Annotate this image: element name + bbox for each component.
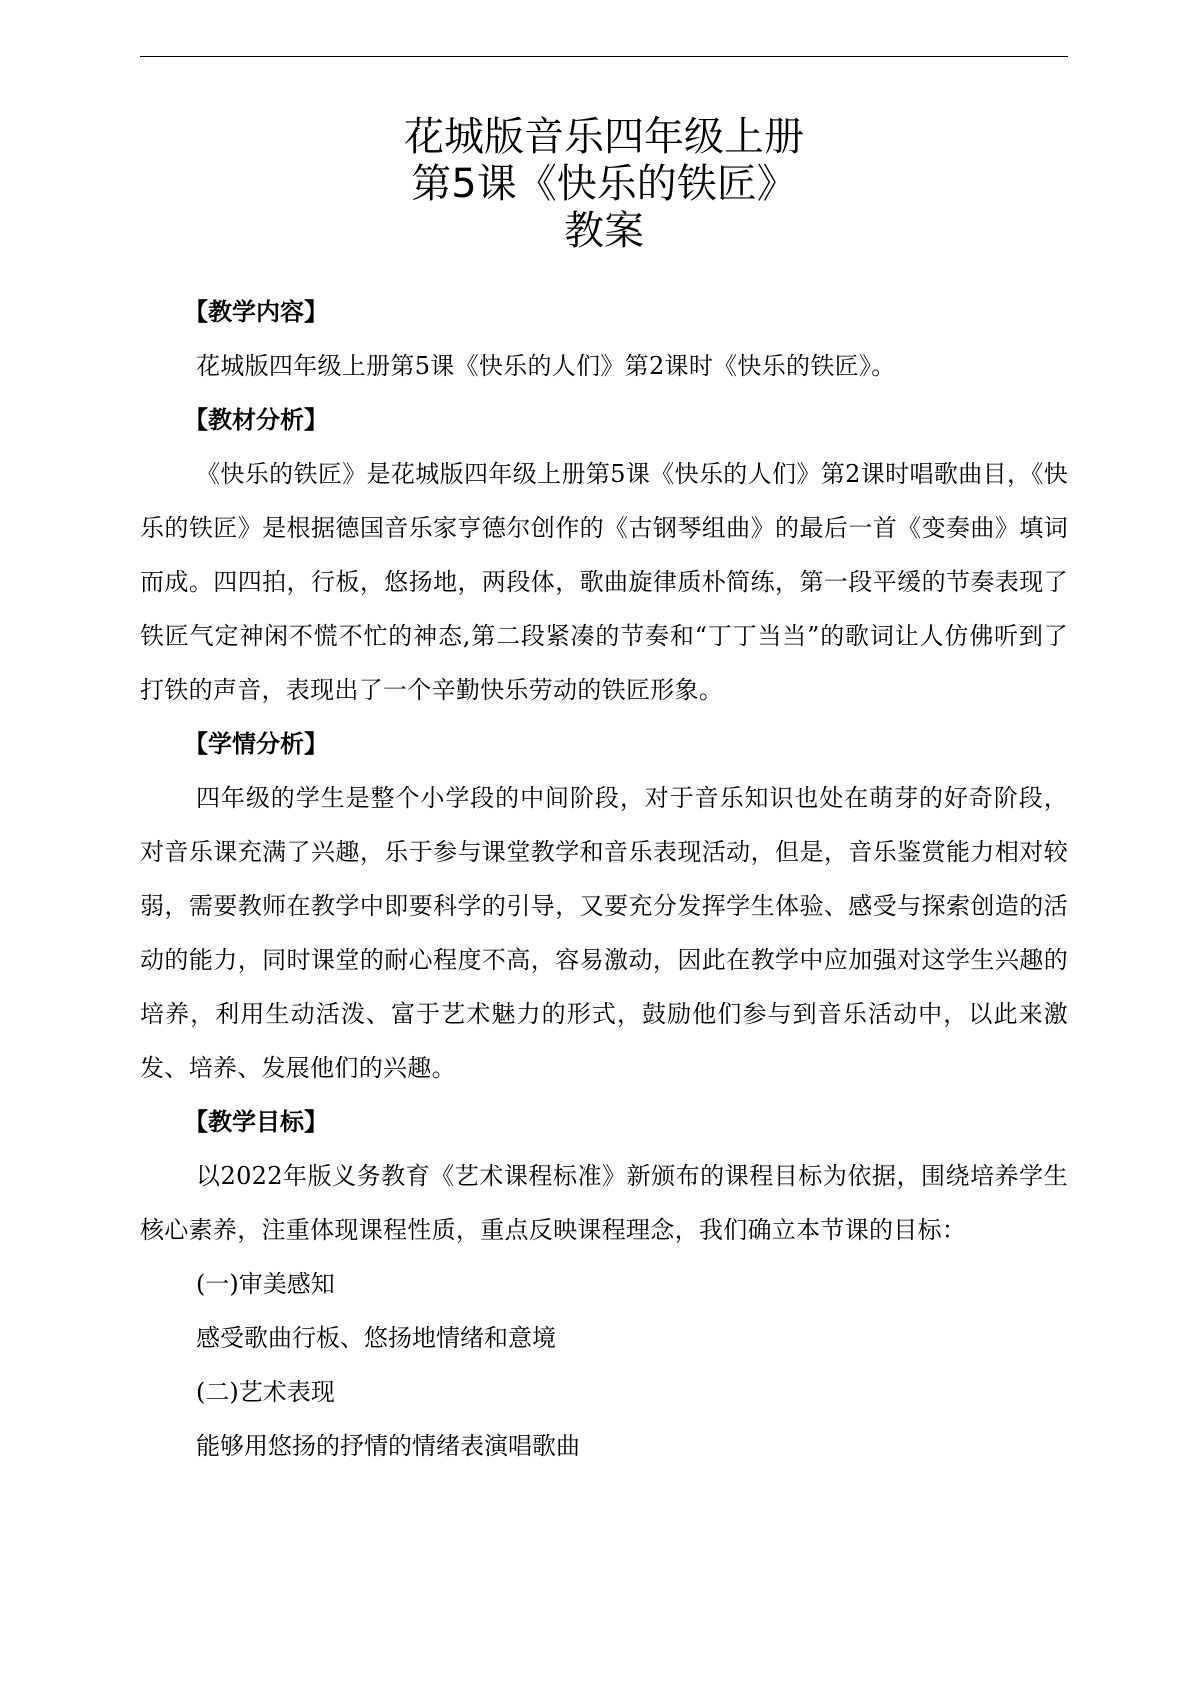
- title-line-1: 花城版音乐四年级上册: [404, 114, 804, 160]
- paragraph-student-analysis: 四年级的学生是整个小学段的中间阶段，对于音乐知识也处在萌芽的好奇阶段，对音乐课充满了兴趣，乐于参与课堂教学和音乐表现活动，但是，音乐鉴赏能力相对较弱，需要教师在教学中即要科学的引导，又要充分发挥学生体验、感受与探索创造的活动的能力，同时课堂的耐心程度不高，容易激动，因此在教学中应加强对这学生兴趣的培养，利用生动活泼、富于艺术魅力的形式，鼓励他们参与到音乐活动中，以此来激发、培养、发展他们的兴趣。: [140, 784, 1068, 1082]
- section-heading-teaching-goals: 【教学目标】: [184, 1108, 328, 1136]
- title-line-3: 教案: [564, 208, 644, 254]
- document-title: [140, 114, 1068, 255]
- document-body: [140, 285, 1068, 1473]
- paragraph-teaching-goals: 以2022年版义务教育《艺术课程标准》新颁布的课程目标为依据，围绕培养学生核心素养，注重体现课程性质，重点反映课程理念，我们确立本节课的目标：: [140, 1162, 1068, 1244]
- goal-item-aesthetic-perception-detail: 感受歌曲行板、悠扬地情绪和意境: [196, 1324, 556, 1352]
- paragraph-teaching-content: 花城版四年级上册第5课《快乐的人们》第2课时《快乐的铁匠》。: [196, 352, 896, 380]
- goal-item-artistic-expression: (二)艺术表现: [196, 1378, 335, 1406]
- section-heading-student-analysis: 【学情分析】: [184, 730, 328, 758]
- title-line-2: 第5课《快乐的铁匠》: [411, 161, 797, 207]
- section-heading-teaching-content: 【教学内容】: [184, 298, 328, 326]
- header-rule: [140, 56, 1068, 57]
- paragraph-material-analysis: 《快乐的铁匠》是花城版四年级上册第5课《快乐的人们》第2课时唱歌曲目，《快乐的铁匠》是根据德国音乐家亨德尔创作的《古钢琴组曲》的最后一首《变奏曲》填词而成。四四拍，行板，悠扬地，两段体，歌曲旋律质朴简练，第一段平缓的节奏表现了铁匠气定神闲不慌不忙的神态,第二段紧凑的节奏和“丁丁当当”的歌词让人仿佛听到了打铁的声音，表现出了一个辛勤快乐劳动的铁匠形象。: [140, 460, 1068, 704]
- goal-item-artistic-expression-detail: 能够用悠扬的抒情的情绪表演唱歌曲: [196, 1432, 580, 1460]
- goal-item-aesthetic-perception: (一)审美感知: [196, 1270, 335, 1298]
- section-heading-material-analysis: 【教材分析】: [184, 406, 328, 434]
